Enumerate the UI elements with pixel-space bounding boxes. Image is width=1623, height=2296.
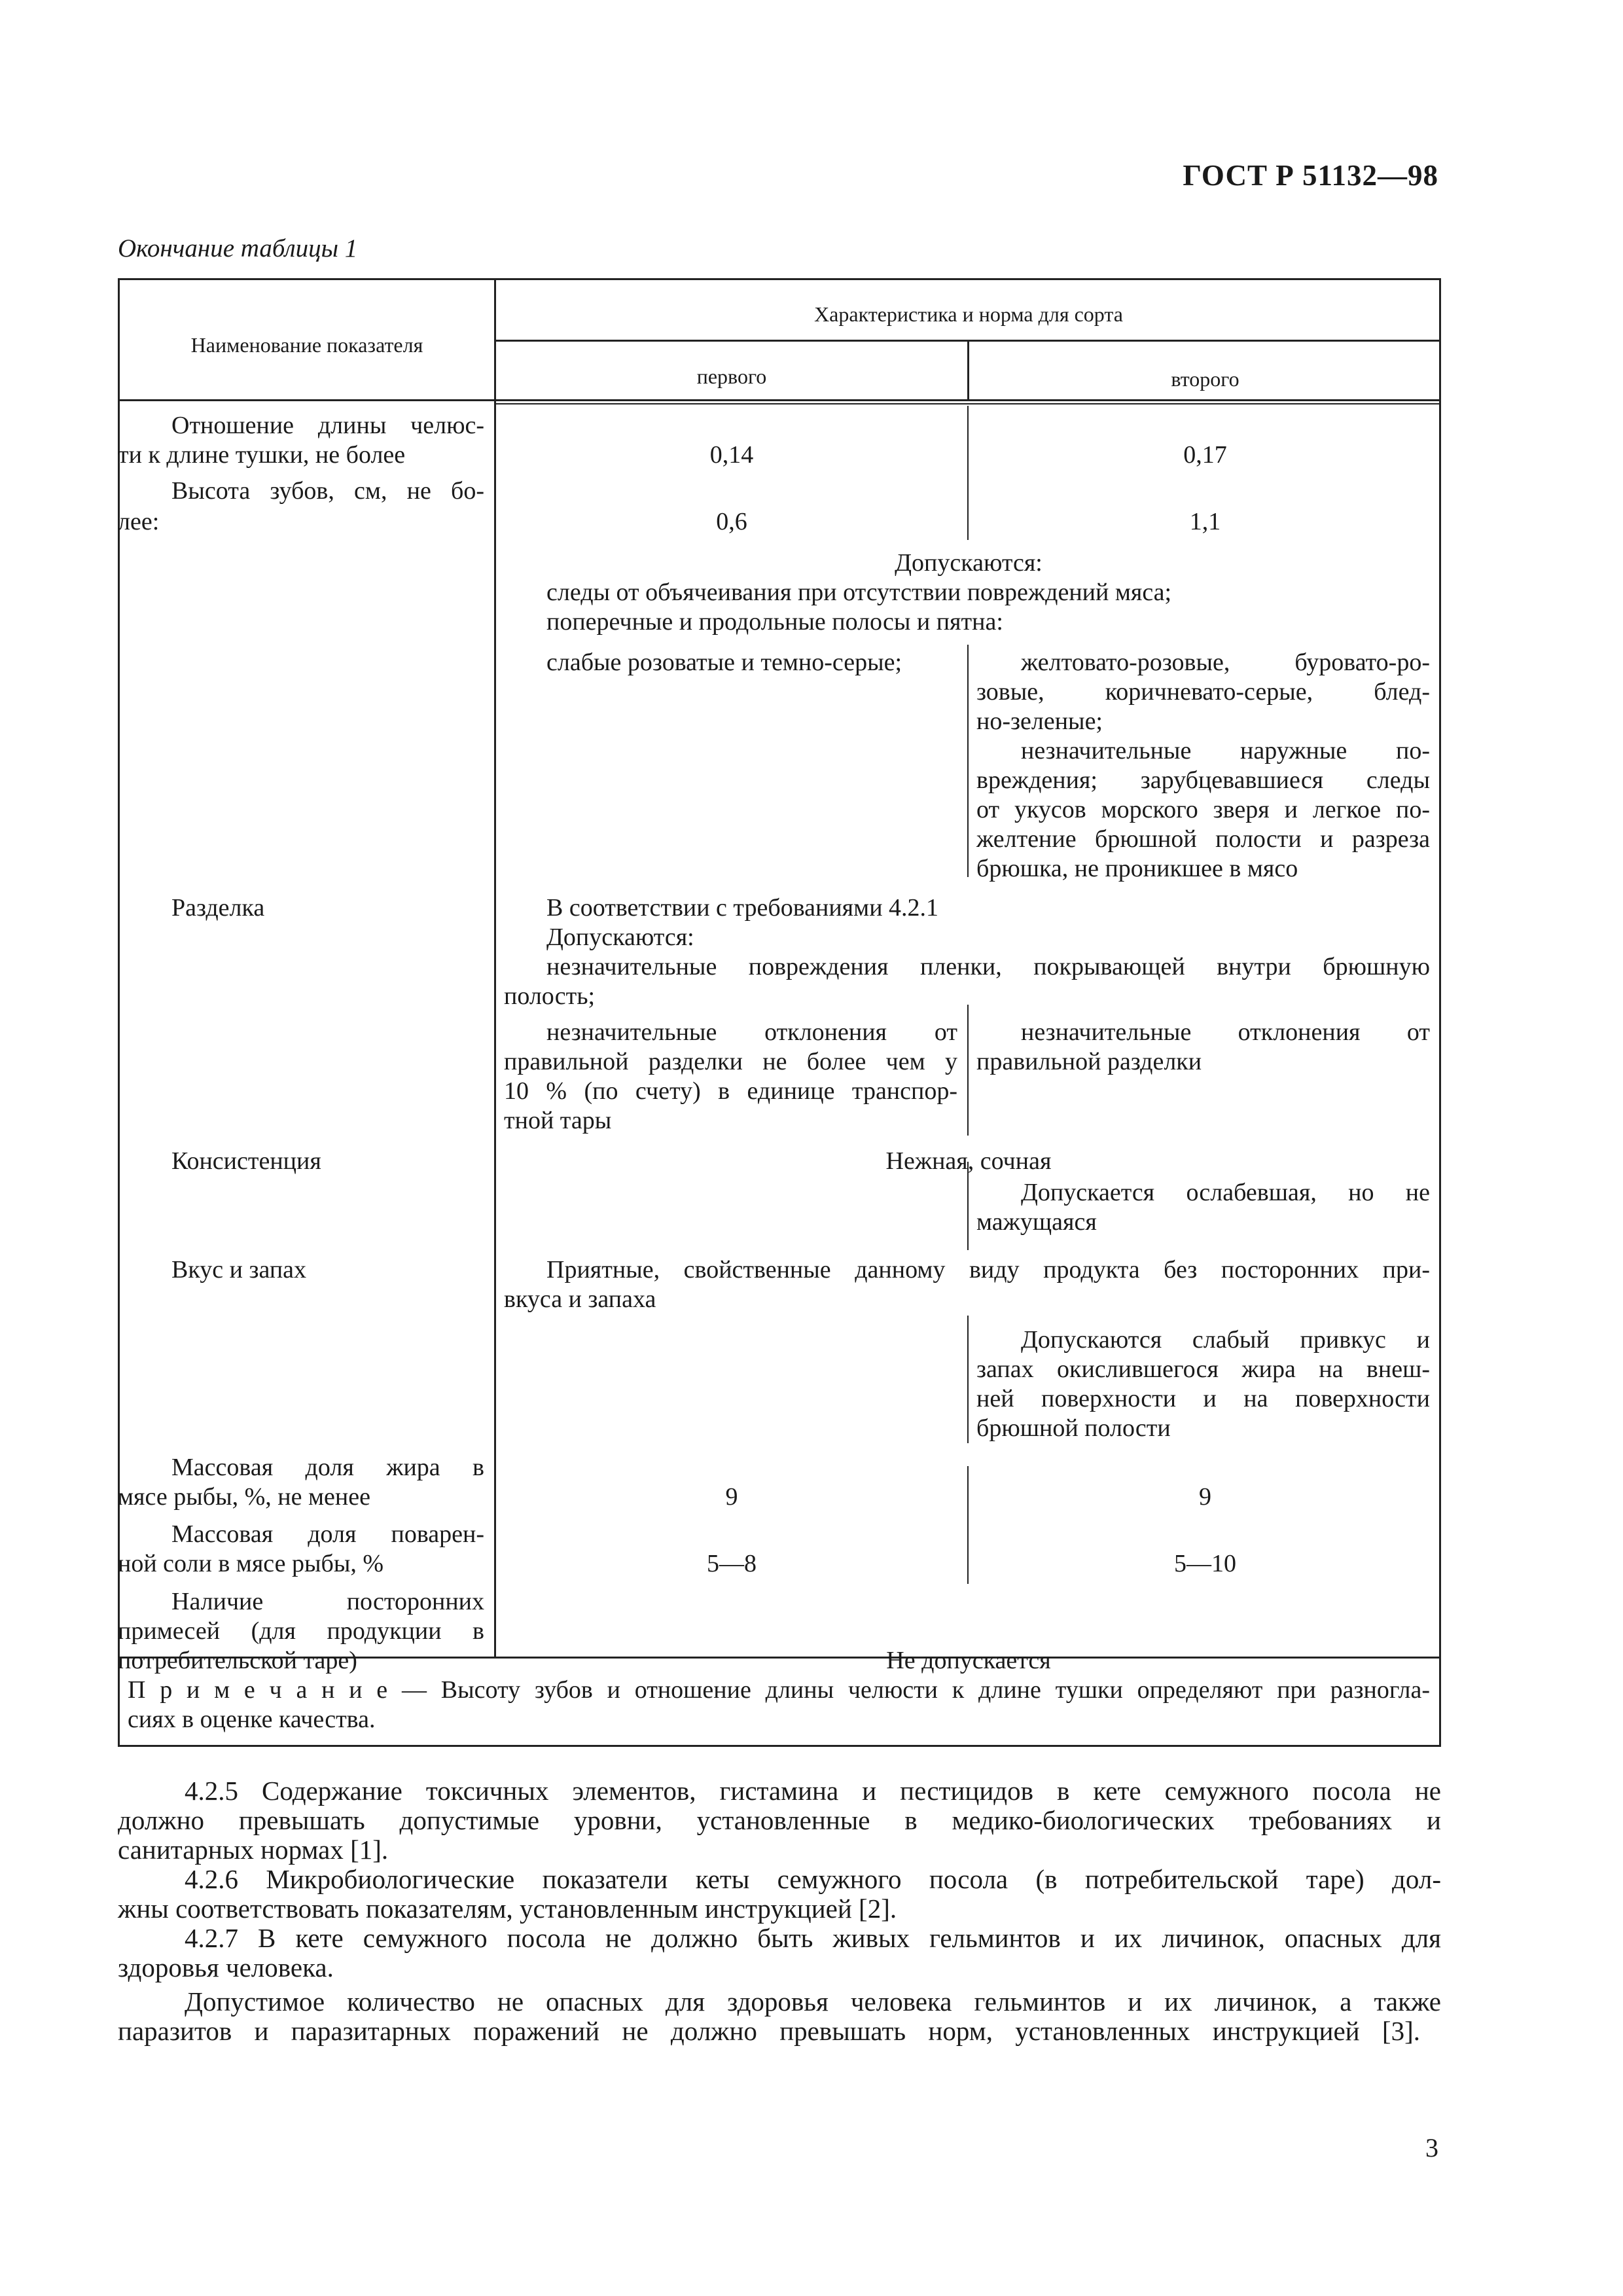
paragraph-4-2-5-line-1: 4.2.5 Содержание токсичных элементов, гистамина и пестицидов в кете семужного посола не: [185, 1776, 1441, 1806]
table-caption: Окончание таблицы 1: [118, 234, 358, 262]
row-label-impurities-3: потребительской таре): [118, 1647, 357, 1674]
cutting-line-3: полость;: [504, 982, 596, 1010]
taste-common-1: Приятные, свойственные данному виду продукта без посторонних при-: [546, 1256, 1430, 1283]
cutting-allowed: Допускаются:: [546, 924, 694, 951]
value-fat-first: 9: [725, 1483, 738, 1511]
cutting-second-1: незначительные отклонения от: [1021, 1018, 1430, 1046]
row-label-taste: Вкус и запах: [171, 1256, 307, 1283]
cutting-first-1: незначительные отклонения от: [546, 1018, 957, 1046]
cutting-first-4: тной тары: [504, 1107, 612, 1134]
header-indicator: Наименование показателя: [190, 333, 423, 357]
row-label-salt-1: Массовая доля поварен-: [171, 1520, 484, 1548]
row-label-salt-2: ной соли в мясе рыбы, %: [118, 1550, 384, 1577]
row-label-impurities-1: Наличие посторонних: [171, 1588, 484, 1615]
consistency-second-2: мажущаяся: [976, 1208, 1097, 1236]
paragraph-4-2-7-line-1: 4.2.7 В кете семужного посола не должно быть живых гельминтов и их личинок, опасных для: [185, 1923, 1441, 1953]
consistency-second-1: Допускается ослабевшая, но не: [1021, 1179, 1430, 1206]
surface-second-3: но-зеленые;: [976, 708, 1103, 735]
row-label-teeth-2: лее:: [118, 508, 160, 535]
surface-first: слабые розоватые и темно-серые;: [546, 649, 902, 676]
value-teeth-second: 1,1: [1189, 508, 1221, 535]
document-code: ГОСТ Р 51132—98: [1183, 159, 1438, 192]
grade-divider-5: [967, 1316, 969, 1443]
note-text-1: Высоту зубов и отношение длины челюсти к длине тушки определяют при разногла-: [440, 1676, 1430, 1704]
taste-second-2: запах окислившегося жира на внеш-: [976, 1355, 1430, 1383]
row-label-impurities-2: примесей (для продукции в: [118, 1617, 484, 1645]
row-label-cutting: Разделка: [171, 894, 265, 922]
surface-line-1: следы от объячеивания при отсутствии повреждений мяса;: [546, 579, 1172, 606]
taste-second-3: ней поверхности и на поверхности: [976, 1385, 1430, 1412]
value-salt-first: 5—8: [707, 1550, 757, 1577]
header-spec: Характеристика и норма для сорта: [814, 302, 1123, 326]
surface-second-1: желтовато-розовые, буровато-ро-: [1021, 649, 1430, 676]
paragraph-last-line-2: паразитов и паразитарных поражений не должно превышать норм, установленных инструкцией [3].: [118, 2016, 1420, 2046]
value-jaw-ratio-second: 0,17: [1183, 441, 1227, 469]
surface-second-4: незначительные наружные по-: [1021, 737, 1430, 764]
row-label-jaw-ratio-1: Отношение длины челюс-: [171, 412, 484, 439]
note-text-2: сиях в оценке качества.: [128, 1706, 376, 1733]
row-label-teeth-1: Высота зубов, см, не бо-: [171, 477, 484, 505]
table-note: [128, 1676, 1430, 1705]
header-bottom-rule-double: [494, 403, 1441, 404]
surface-allowed: Допускаются:: [895, 549, 1043, 577]
header-grade-second: второго: [1171, 367, 1240, 391]
surface-second-7: желтение брюшной полости и разреза: [976, 825, 1430, 853]
surface-second-6: от укусов морского зверя и легкое по-: [976, 796, 1430, 823]
row-label-fat-1: Массовая доля жира в: [171, 1454, 484, 1481]
header-grade-first: первого: [696, 365, 767, 388]
cutting-line-2: незначительные повреждения пленки, покрывающей внутри брюшную: [546, 953, 1430, 980]
grade-divider-3: [967, 1005, 969, 1136]
cutting-second-2: правильной разделки: [976, 1048, 1202, 1075]
paragraph-4-2-6-line-1: 4.2.6 Микробиологические показатели кеты семужного посола (в потребительской таре) дол-: [185, 1864, 1441, 1894]
value-salt-second: 5—10: [1174, 1550, 1236, 1577]
cutting-first-2: правильной разделки не более чем у: [504, 1048, 957, 1075]
header-bottom-rule: [118, 399, 1441, 401]
taste-common-2: вкуса и запаха: [504, 1285, 656, 1313]
surface-second-5: вреждения; зарубцевавшиеся следы: [976, 766, 1430, 794]
grade-divider-2: [967, 645, 969, 877]
paragraph-4-2-7-line-2: здоровья человека.: [118, 1952, 334, 1982]
page-number: 3: [1425, 2133, 1438, 2162]
surface-second-8: брюшка, не проникшее в мясо: [976, 855, 1298, 882]
value-fat-second: 9: [1199, 1483, 1211, 1511]
grade-divider-6: [967, 1466, 969, 1584]
cutting-first-3: 10 % (по счету) в единице транспор-: [504, 1077, 957, 1105]
paragraph-last-line-1: Допустимое количество не опасных для здоровья человека гельминтов и их личинок, а также: [185, 1986, 1441, 2017]
cutting-line-1: В соответствии с требованиями 4.2.1: [546, 894, 939, 922]
value-teeth-first: 0,6: [716, 508, 747, 535]
consistency-common: Нежная, сочная: [885, 1147, 1052, 1175]
grade-divider-1: [967, 406, 969, 540]
value-jaw-ratio-first: 0,14: [709, 441, 754, 469]
row-label-fat-2: мясе рыбы, %, не менее: [118, 1483, 370, 1511]
indicator-column-divider: [494, 401, 496, 1657]
note-head: П р и м е ч а н и е —: [128, 1676, 427, 1704]
row-label-consistency: Консистенция: [171, 1147, 321, 1175]
paragraph-4-2-5-line-2: должно превышать допустимые уровни, установленные в медико-биологических требованиях и: [118, 1805, 1441, 1835]
taste-second-1: Допускаются слабый привкус и: [1021, 1326, 1430, 1354]
surface-second-2: зовые, коричневато-серые, блед-: [976, 678, 1430, 706]
paragraph-4-2-6-line-2: жны соответствовать показателям, установленным инструкцией [2].: [118, 1893, 897, 1924]
impurities-common: Не допускается: [886, 1647, 1051, 1674]
surface-line-2: поперечные и продольные полосы и пятна:: [546, 608, 1003, 636]
row-label-jaw-ratio-2: ти к длине тушки, не более: [118, 441, 406, 469]
paragraph-4-2-5-line-3: санитарных нормах [1].: [118, 1835, 389, 1865]
taste-second-4: брюшной полости: [976, 1414, 1171, 1442]
